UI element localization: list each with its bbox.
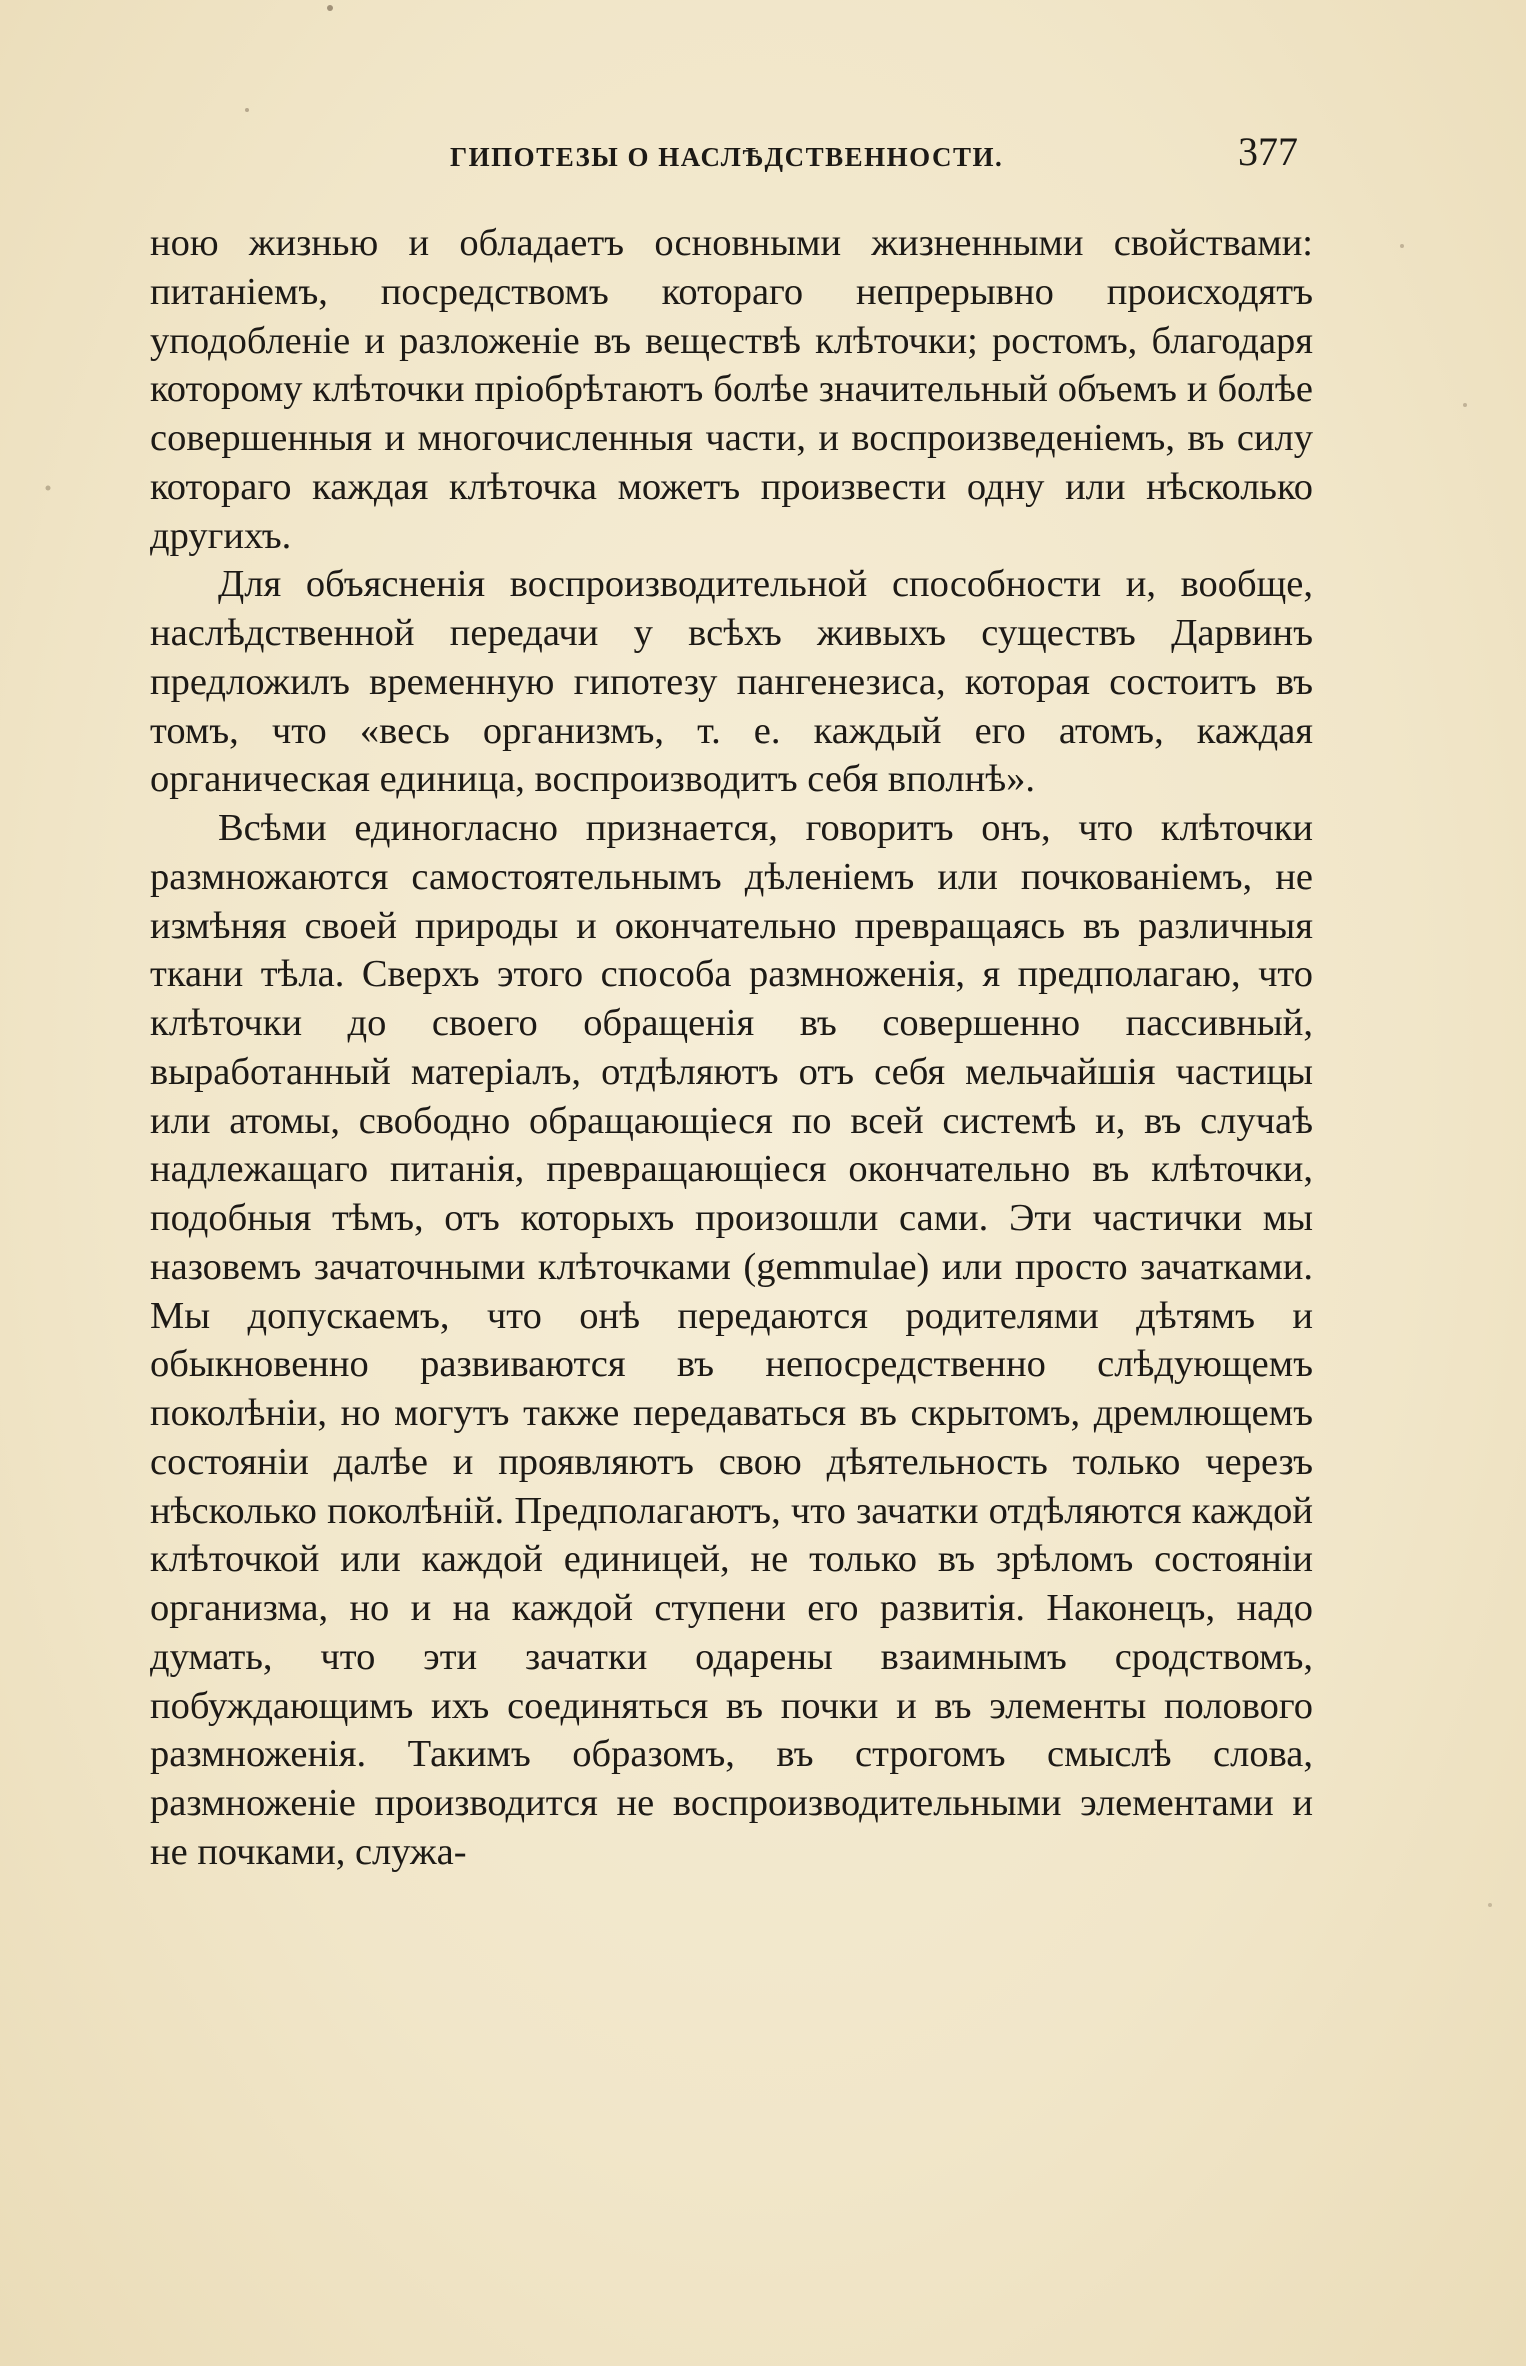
body-text	[150, 219, 1313, 1877]
running-title: ГИПОТЕЗЫ О НАСЛѢДСТВЕННОСТИ.	[450, 142, 1004, 172]
page-header	[150, 128, 1306, 178]
page-number: 377	[1238, 129, 1298, 174]
paragraph-3: Всѣми единогласно признается, говоритъ онъ, что клѣточки размножаются самостоятельнымъ дѣленіемъ или почкованіемъ, не измѣняя своей природы и окончательно превращаясь въ различныя ткани тѣла. Сверхъ этого способа размноженія, я предполагаю, что клѣточки до своего обращенія въ совершенно пассивный, выработанный матеріалъ, отдѣляютъ отъ себя мельчайшія частицы или атомы, свободно обращающіеся по всей системѣ и, въ случаѣ надлежащаго питанія, превращающіеся окончательно въ клѣточки, подобныя тѣмъ, отъ которыхъ произошли сами. Эти частички мы назовемъ зачаточными клѣточками (gemmulae) или просто зачатками. Мы допускаемъ, что онѣ передаются родителями дѣтямъ и обыкновенно развиваются въ непосредственно слѣдующемъ поколѣніи, но могутъ также передаваться въ скрытомъ, дремлющемъ состояніи далѣе и проявляютъ свою дѣятельность только черезъ нѣсколько поколѣній. Предполагаютъ, что зачатки отдѣляются каждой клѣточкой или каждой единицей, не только въ зрѣломъ состояніи организма, но и на каждой ступени его развитія. Наконецъ, надо думать, что эти зачатки одарены взаимнымъ сродствомъ, побуждающимъ ихъ соединяться въ почки и въ элементы полового размноженія. Такимъ образомъ, въ строгомъ смыслѣ слова, размноженіе производится не воспроизводительными элементами и не почками, служа-	[150, 807, 1313, 1873]
paragraph-1: ною жизнью и обладаетъ основными жизненными свойствами: питаніемъ, посредствомъ котораго непрерывно происходятъ уподобленіе и разложеніе въ веществѣ клѣточки; ростомъ, благодаря которому клѣточки пріобрѣтаютъ болѣе значительный объемъ и болѣе совершенныя и многочисленныя части, и воспроизведеніемъ, въ силу котораго каждая клѣточка можетъ произвести одну или нѣсколько другихъ.	[150, 222, 1313, 557]
paragraph-2: Для объясненія воспроизводительной способности и, вообще, наслѣдственной передачи у всѣхъ живыхъ существъ Дарвинъ предложилъ временную гипотезу пангенезиса, которая состоитъ въ томъ, что «весь организмъ, т. е. каждый его атомъ, каждая органическая единица, воспроизводитъ себя вполнѣ».	[150, 563, 1313, 801]
